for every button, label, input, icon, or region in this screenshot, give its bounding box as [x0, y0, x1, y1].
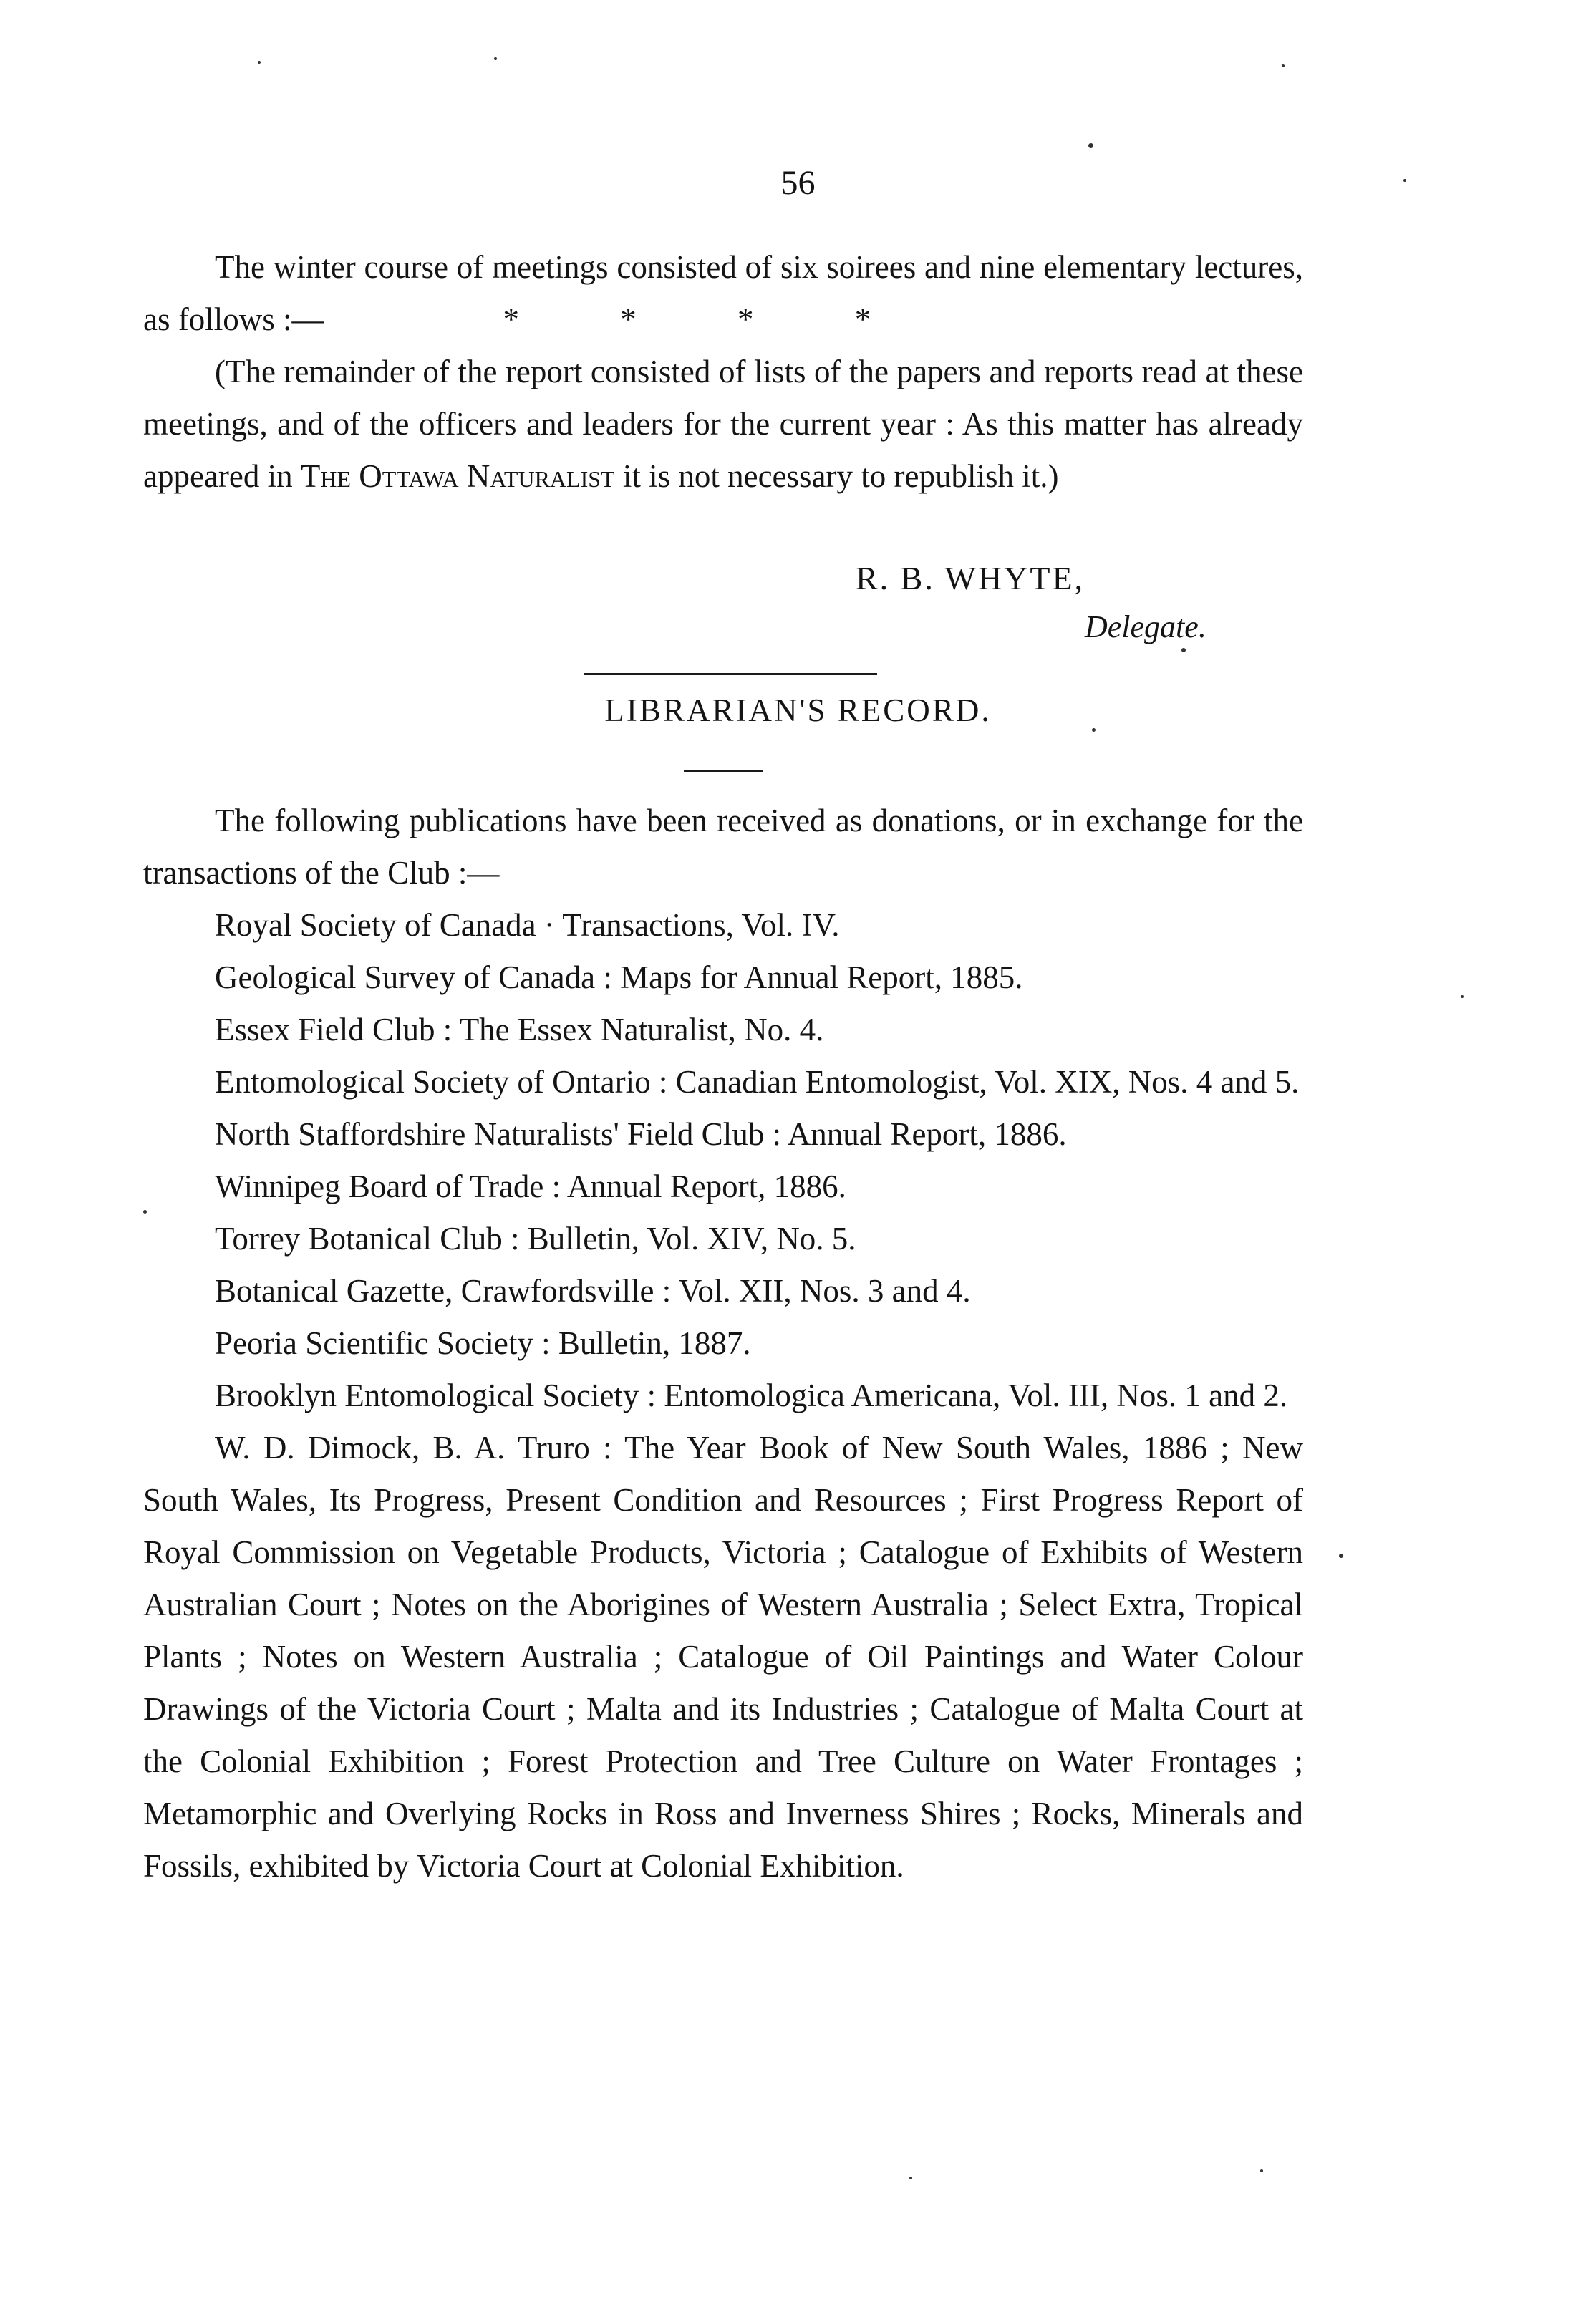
report-paragraph-remainder-text: (The remainder of the report consisted of lists of the papers and reports read at these meetings, and of the officers and leaders for the current year : As this matter has already appeared in: [143, 354, 1303, 494]
report-paragraph-remainder-end: it is not necessary to republish it.): [614, 458, 1059, 494]
record-entry: Royal Society of Canada · Transactions, Vol. IV.: [215, 907, 840, 943]
record-entry: Entomological Society of Ontario : Canadian Entomologist, Vol. XIX, Nos. 4 and 5.: [215, 1064, 1300, 1100]
librarian-record: [143, 795, 1303, 1892]
scan-speck: [494, 57, 497, 60]
scan-speck: [1461, 995, 1464, 998]
signature-title: Delegate.: [1085, 609, 1206, 644]
section-heading: LIBRARIAN'S RECORD.: [604, 692, 992, 728]
scan-speck: [258, 61, 261, 64]
report-paragraph-meetings: [143, 241, 1303, 346]
section-divider-rule: [584, 673, 877, 675]
scan-speck: [1282, 64, 1285, 67]
scan-speck: [1181, 648, 1186, 652]
record-entry: Essex Field Club : The Essex Naturalist, No. 4.: [215, 1012, 824, 1047]
record-entry: Botanical Gazette, Crawfordsville : Vol. XII, Nos. 3 and 4.: [215, 1273, 971, 1309]
scan-speck: [1403, 179, 1406, 182]
delegate-report: [143, 241, 1303, 503]
record-entry: Torrey Botanical Club : Bulletin, Vol. XIV, No. 5.: [215, 1221, 856, 1257]
signature-name: R. B. WHYTE,: [856, 560, 1085, 596]
scan-speck: [909, 2177, 912, 2179]
record-entry: North Staffordshire Naturalists' Field Club : Annual Report, 1886.: [215, 1116, 1067, 1152]
scan-speck: [143, 1210, 147, 1214]
record-entry: Geological Survey of Canada : Maps for Annual Report, 1885.: [215, 959, 1023, 995]
record-entry: Brooklyn Entomological Society : Entomologica Americana, Vol. III, Nos. 1 and 2.: [215, 1378, 1288, 1413]
scan-speck: [1260, 2169, 1263, 2172]
record-intro: The following publications have been received as donations, or in exchange for the transactions of the Club :—: [143, 803, 1303, 891]
scan-speck: [1092, 728, 1096, 732]
ellipsis-asterisks: * * * *: [503, 301, 871, 337]
scan-speck: [1088, 143, 1093, 148]
page-number: 56: [780, 164, 816, 202]
record-entry: W. D. Dimock, B. A. Truro : The Year Book of New South Wales, 1886 ; New South Wales, Its Progress, Present Condition and Resources ; First Progress Report of Royal Commission on Vegetable Products, Victoria ; Catalogue of Exhibits of Western Australian Court ; Notes on the Aborigines of Western Australia ; Select Extra, Tropical Plants ; Notes on Western Australia ; Catalogue of Oil Paintings and Water Colour Drawings of the Victoria Court ; Malta and its Industries ; Catalogue of Malta Court at the Colonial Exhibition ; Forest Protection and Tree Culture on Water Frontages ; Metamorphic and Overlying Rocks in Ross and Inverness Shires ; Rocks, Minerals and Fossils, exhibited by Victoria Court at Colonial Exhibition.: [143, 1430, 1303, 1884]
report-paragraph-remainder: [143, 346, 1303, 503]
report-paragraph-meetings-text: The winter course of meetings consisted of six soirees and nine elementary lectures, as follows :—: [143, 249, 1303, 337]
heading-underline-rule: [684, 770, 763, 772]
record-entry: Winnipeg Board of Trade : Annual Report, 1886.: [215, 1168, 846, 1204]
journal-title: The Ottawa Naturalist: [300, 458, 615, 494]
record-entry: Peoria Scientific Society : Bulletin, 1887.: [215, 1325, 751, 1361]
scan-speck: [1339, 1554, 1343, 1558]
